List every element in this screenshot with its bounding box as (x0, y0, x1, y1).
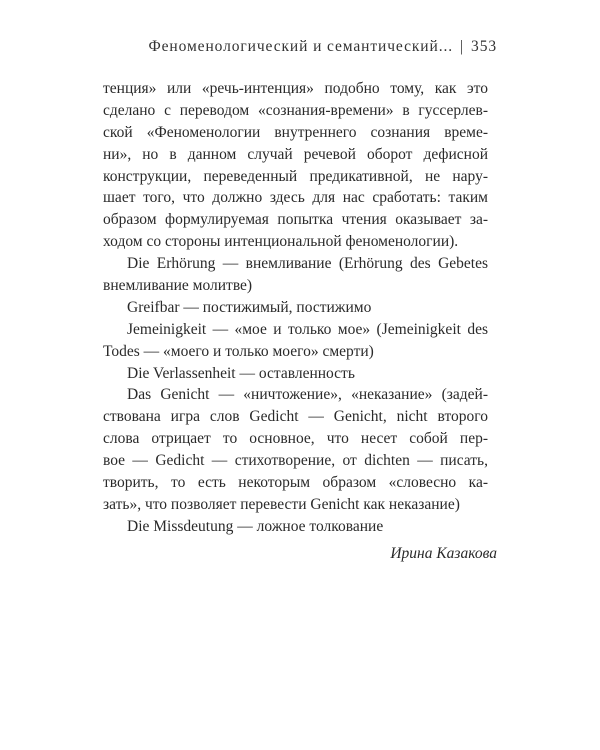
text-line: ни», но в данном случай речевой оборот дефисной (103, 145, 488, 163)
author-signature: Ирина Казакова (390, 545, 497, 562)
header-title: Феноменологический и семантический... (148, 38, 454, 55)
text-line: ской «Феноменологии внутреннего сознания време- (103, 123, 488, 141)
text-line: ствована игра слов Gedicht — Genicht, nicht второго (103, 408, 488, 426)
text-line: зать», что позволяет перевести Genicht как неказание) (103, 495, 460, 513)
text-line: тенция» или «речь-интенция» подобно тому, как это (103, 80, 488, 97)
text-line: слова отрицает то основное, что несет собой пер- (103, 430, 488, 448)
text-line: Jemeinigkeit — «мое и только мое» (Jemeinigkeit des (127, 320, 488, 338)
text-line: конструкции, переведенный предикативной, не нару- (103, 167, 488, 185)
text-line: Die Verlassenheit — оставленность (127, 364, 355, 382)
text-line: Die Missdeutung — ложное толкование (127, 517, 384, 535)
text-line: Greifbar — постижимый, постижимо (127, 298, 372, 316)
page-number: 353 (471, 38, 497, 55)
text-line: Todes — «моего и только моего» смерти) (103, 342, 374, 360)
text-line: шает того, что должно здесь для нас сработать: таким (103, 189, 488, 207)
header-separator: | (460, 38, 465, 55)
text-line: вое — Gedicht — стихотворение, от dichten — писать, (103, 452, 488, 470)
text-line: Das Genicht — «ничтожение», «неказание» (задей- (127, 386, 488, 404)
text-line: ходом со стороны интенциональной феноменологии). (103, 233, 459, 251)
text-line: образом формулируемая попытка чтения оказывает за- (103, 211, 488, 229)
running-header (149, 38, 498, 56)
text-line: сделано с переводом «сознания-времени» в гуссерлев- (103, 101, 488, 119)
text-line: внемливание молитве) (103, 277, 253, 295)
text-line: Die Erhörung — внемливание (Erhörung des Gebetes (127, 255, 488, 273)
body-text (103, 78, 488, 538)
text-line: творить, то есть некоторым образом «словесно ка- (103, 474, 488, 492)
